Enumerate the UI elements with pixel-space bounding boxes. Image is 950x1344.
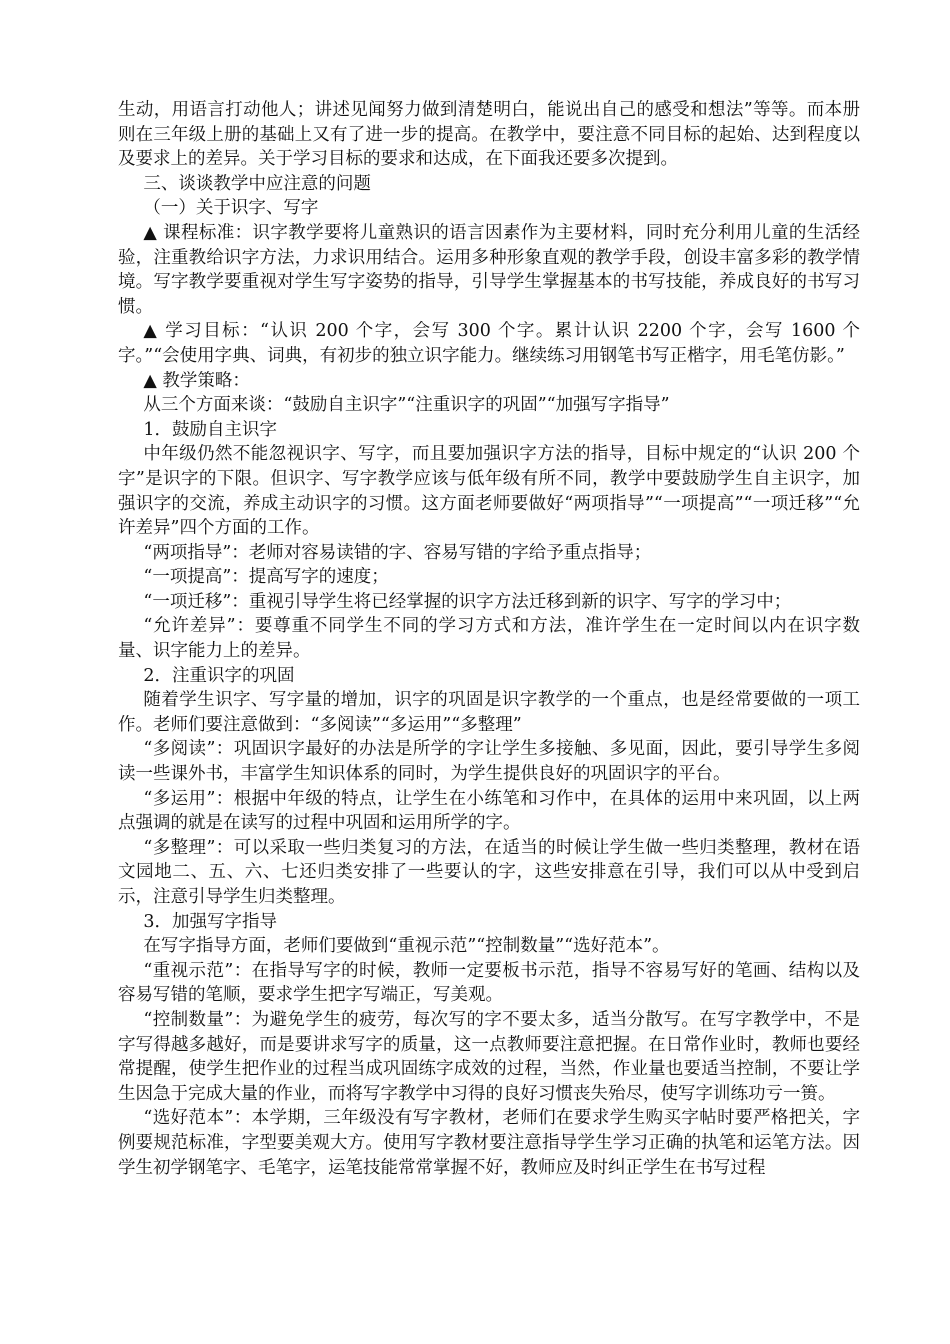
paragraph-body: “允许差异”：要尊重不同学生不同的学习方式和方法，准许学生在一定时间以内在识字数量、识字能力上的差异。 — [118, 616, 860, 662]
paragraph-body: “控制数量”：为避免学生的疲劳，每次写的字不要太多，适当分散写。在写字教学中，不是字写得越多越好，而是要讲求写字的质量，这一点教师要注意把握。在日常作业时，教师也要经常提醒，使学生把作业的过程当成巩固练字成效的过程，当然，作业量也要适当控制，不要让学生因急于完成大量的作业，而将写字教学中习得的良好习惯丧失殆尽，使写字训练功亏一篑。 — [118, 1009, 860, 1104]
paragraph-body: “多运用”：根据中年级的特点，让学生在小练笔和习作中，在具体的运用中来巩固，以上两点强调的就是在读写的过程中巩固和运用所学的字。 — [118, 788, 860, 834]
paragraph-teaching-strategy-label: ▲ 教学策略： — [143, 370, 250, 391]
subsection-heading: （一）关于识字、写字 — [143, 198, 319, 219]
document-body — [118, 98, 860, 1180]
paragraph-learning-goals: ▲ 学习目标：“认识 200 个字，会写 300 个字。累计认识 2200 个字，会写 1600 个字。”“会使用字典、词典，有初步的独立识字能力。继续练习用钢笔书写正楷字，用毛笔仿影。” — [118, 321, 860, 366]
item-heading-2: 2．注重识字的巩固 — [143, 665, 295, 686]
paragraph-body: “两项指导”：老师对容易读错的字、容易写错的字给予重点指导； — [143, 542, 652, 563]
paragraph-body: “一项提高”：提高写字的速度； — [143, 567, 389, 588]
section-heading: 三、谈谈教学中应注意的问题 — [143, 173, 371, 194]
paragraph-body: 中年级仍然不能忽视识字、写字，而且要加强识字方法的指导，目标中规定的“认识 200 个字”是识字的下限。但识字、写字教学应该与低年级有所不同，教学中要鼓励学生自主识字，加强识字的交流，养成主动识字的习惯。这方面老师要做好“两项指导”“一项提高”“一项迁移”“允许差异”四个方面的工作。 — [118, 444, 860, 539]
item-heading-1: 1．鼓励自主识字 — [143, 419, 278, 440]
paragraph-curriculum-standard: ▲ 课程标准：识字教学要将儿童熟识的语言因素作为主要材料，同时充分利用儿童的生活经验，注重教给识字方法，力求识用结合。运用多种形象直观的教学手段，创设丰富多彩的教学情境。写字教学要重视对学生写字姿势的指导，引导学生掌握基本的书写技能，养成良好的书写习惯。 — [118, 222, 860, 317]
paragraph-body: 在写字指导方面，老师们要做到“重视示范”“控制数量”“选好范本”。 — [143, 936, 670, 957]
paragraph-body: 随着学生识字、写字量的增加，识字的巩固是识字教学的一个重点，也是经常要做的一项工作。老师们要注意做到：“多阅读”“多运用”“多整理” — [118, 690, 860, 735]
paragraph-three-aspects: 从三个方面来谈：“鼓励自主识字”“注重识字的巩固”“加强写字指导” — [143, 395, 670, 416]
paragraph-body: “选好范本”：本学期，三年级没有写字教材，老师们在要求学生购买字帖时要严格把关，字例要规范标准，字型要美观大方。使用写字教材要注意指导学生学习正确的执笔和运笔方法。因学生初学钢笔字、毛笔字，运笔技能常常掌握不好，教师应及时纠正学生在书写过程 — [118, 1108, 860, 1178]
paragraph-body: “重视示范”：在指导写字的时候，教师一定要板书示范，指导不容易写好的笔画、结构以及容易写错的笔顺，要求学生把字写端正，写美观。 — [118, 960, 860, 1006]
paragraph-continuation: 生动，用语言打动他人；讲述见闻努力做到清楚明白，能说出自己的感受和想法”等等。而本册则在三年级上册的基础上又有了进一步的提高。在教学中，要注意不同目标的起始、达到程度以及要求上的差异。关于学习目标的要求和达成，在下面我还要多次提到。 — [118, 100, 860, 170]
item-heading-3: 3．加强写字指导 — [143, 911, 278, 932]
paragraph-body: “一项迁移”：重视引导学生将已经掌握的识字方法迁移到新的识字、写字的学习中； — [143, 591, 792, 612]
paragraph-body: “多整理”：可以采取一些归类复习的方法，在适当的时候让学生做一些归类整理，教材在语文园地二、五、六、七还归类安排了一些要认的字，这些安排意在引导，我们可以从中受到启示，注意引导学生归类整理。 — [118, 837, 860, 907]
paragraph-body: “多阅读”：巩固识字最好的办法是所学的字让学生多接触、多见面，因此，要引导学生多阅读一些课外书，丰富学生知识体系的同时，为学生提供良好的巩固识字的平台。 — [118, 739, 860, 785]
